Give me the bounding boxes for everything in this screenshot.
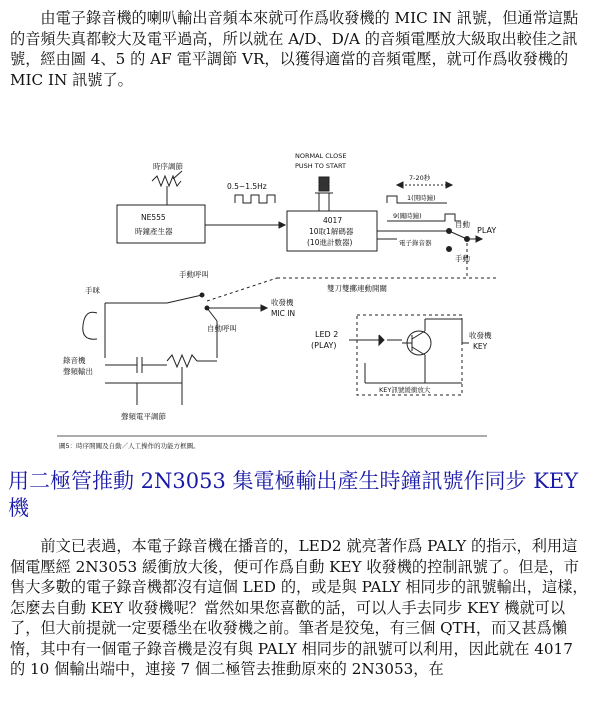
- manual-call-label: 手動呼叫: [179, 270, 209, 279]
- ic4017-label: 4017: [323, 216, 343, 225]
- ne555-sub-label: 時鐘產生器: [135, 227, 173, 236]
- auto-call-label: 自動呼叫: [207, 324, 237, 333]
- dpdt-switch-label: 雙刀雙擲連動開關: [327, 284, 387, 293]
- audio-out-label: 聲頻輸出: [63, 367, 93, 376]
- recorder-label: 電子錄音器: [399, 239, 432, 247]
- key-buffer-label: KEY訊號緩衝放大: [379, 386, 431, 394]
- led2-label: LED 2: [315, 330, 339, 339]
- led2-play-label: (PLAY): [311, 341, 337, 350]
- output1-label: 1(開時鐘): [407, 194, 436, 202]
- timing-resistor-icon: [152, 176, 181, 186]
- push-to-start-label: PUSH TO START: [295, 162, 346, 170]
- tx-key-label: 收發機: [469, 331, 492, 340]
- transceiver-label: 收發機: [271, 298, 294, 307]
- handset-label: 手咪: [85, 286, 100, 295]
- section-heading: 用二極管推動 2N3053 集電極輸出產生時鐘訊號作同步 KEY 機: [8, 469, 579, 520]
- play-label: PLAY: [477, 226, 497, 235]
- figure-caption: 圖5：時序開關及自動／人工操作的功能方框圖。: [59, 442, 200, 450]
- intro-paragraph: 由電子錄音機的喇叭輸出音頻本來就可作爲收發機的 MIC IN 訊號，但通常這點的音頻失真都較大及電平過高，所以就在 A/D、D/A 的音頻電壓放大級取出較佳之訊號，經由圖 4、5 的 AF 電平調節 VR，以獲得適當的音頻電壓，就可作爲收發機的 MIC IN 訊號了。: [10, 9, 579, 89]
- clock-wave-icon: [235, 195, 275, 203]
- seconds-range-label: 7-20秒: [409, 174, 431, 182]
- volume-resistor-icon: [167, 355, 197, 367]
- output9-label: 9(關時鐘): [393, 212, 422, 220]
- ic4017-counter-label: (10進計數器): [307, 238, 353, 247]
- ne555-block: [117, 205, 205, 243]
- block-diagram-figure: [57, 143, 497, 453]
- freq-range-label: 0.5~1.5Hz: [227, 182, 267, 191]
- normal-close-label: NORMAL CLOSE: [295, 152, 347, 160]
- body-paragraph: 前文已表過，本電子錄音機在播音的，LED2 就亮著作爲 PALY 的指示，利用這個電壓經 2N3053 緩衝放大後，便可作爲自動 KEY 收發機的控制訊號了。但是，市售大多數的電子錄音機都沒有這個 LED 的，或是與 PALY 相同步的訊號輸出，這樣，怎麼去自動 KEY 收發機呢？當然如果您喜歡的話，可以人手去同步 KEY 機就可以了，但大前提就一定要穩坐在收發機之前。筆者是狡兔，有三個 QTH，而又甚爲懶惰，其中有一個電子錄音機是沒有與 PALY 相同步的訊號可以利用，因此就在 4017 的 10 個輸出端中，連接 7 個二極管去推動原來的 2N3053，在: [10, 537, 588, 678]
- microphone-icon: [83, 312, 97, 339]
- timing-adjust-label: 時序調節: [153, 162, 183, 171]
- ic4017-decoder-label: 10取1解碼器: [309, 227, 354, 236]
- recorder-out-label: 錄音機: [63, 356, 86, 365]
- push-switch-icon: [319, 177, 329, 191]
- key-label: KEY: [473, 342, 488, 351]
- volume-adjust-label: 聲頻電平調節: [121, 412, 166, 421]
- mic-in-label: MIC IN: [271, 309, 296, 318]
- manual-label: 手動: [455, 254, 470, 263]
- figure-labels: [59, 152, 496, 450]
- ne555-label: NE555: [141, 213, 166, 222]
- auto-label: 自動: [455, 220, 470, 229]
